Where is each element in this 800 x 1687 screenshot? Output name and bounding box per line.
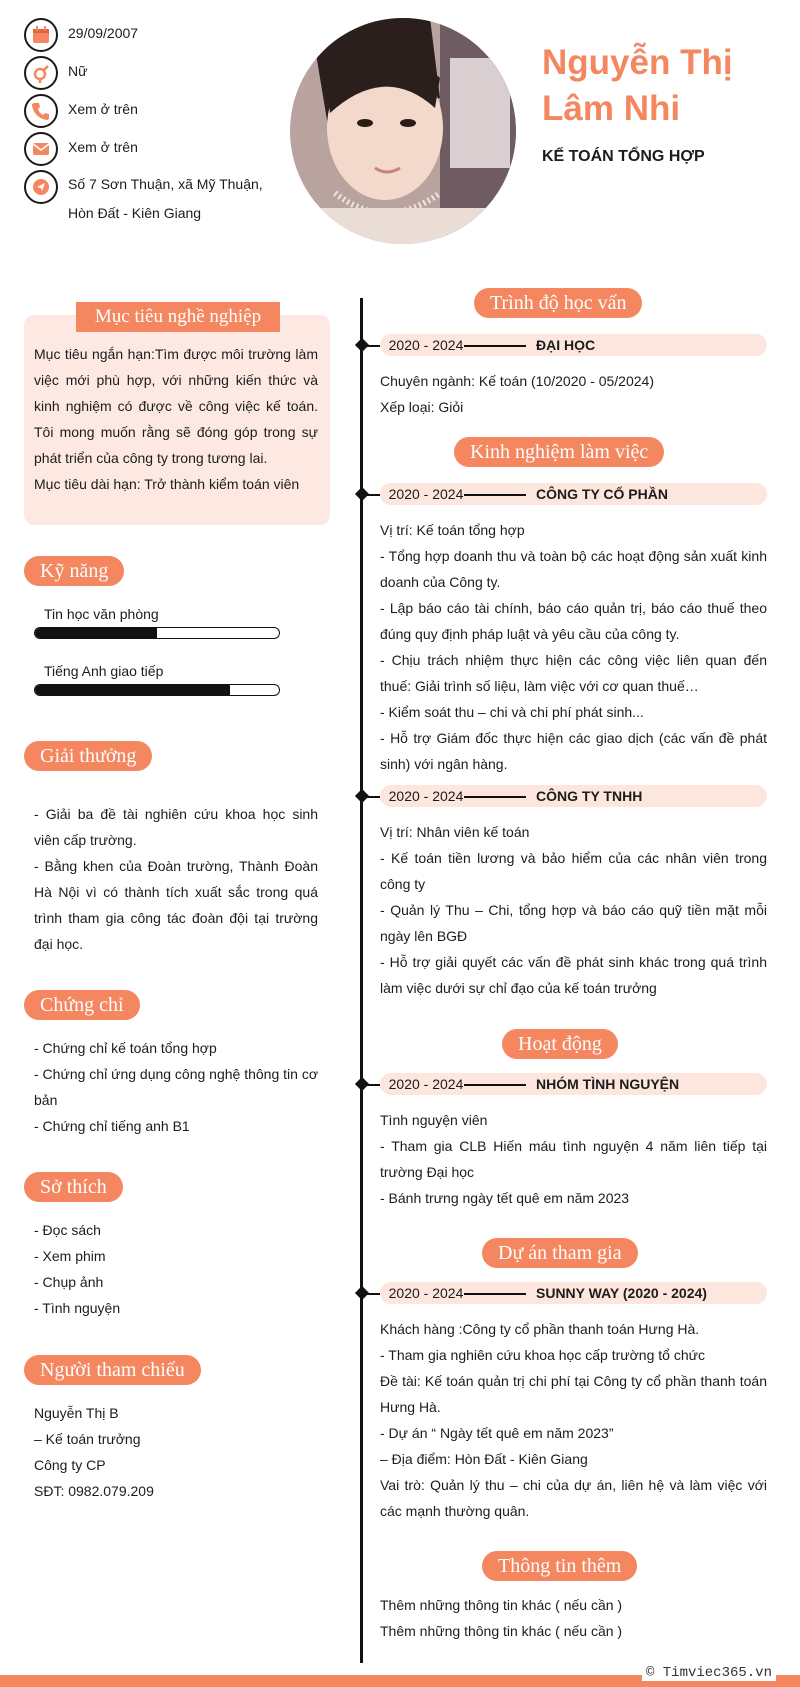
timeline-connector <box>362 1084 380 1086</box>
job-title: KẾ TOÁN TỔNG HỢP <box>542 148 705 165</box>
project-line: Khách hàng :Công ty cổ phần thanh toán Hưng Hà. <box>380 1321 700 1337</box>
entry-connector <box>464 1084 526 1086</box>
project-line: – Địa điểm: Hòn Đất - Kiên Giang <box>380 1451 588 1467</box>
contact-phone <box>24 94 264 128</box>
watermark: © Timviec365.vn <box>642 1665 776 1681</box>
location-icon <box>24 170 58 204</box>
entry-date: 2020 - 2024 <box>388 337 464 353</box>
skill-bar <box>34 684 280 696</box>
job-line: - Chịu trách nhiệm thực hiện các công việc liên quan đến thuế: Giải trình số liệu, làm việc với cơ quan thuế… <box>380 652 767 694</box>
skill-name: Tiếng Anh giao tiếp <box>44 663 164 679</box>
career-goal-heading: Mục tiêu nghề nghiệp <box>76 302 280 332</box>
job-line: - Quản lý Thu – Chi, tổng hợp và báo cáo quỹ tiền mặt mỗi ngày lên BGĐ <box>380 902 767 944</box>
entry-date: 2020 - 2024 <box>388 1285 464 1301</box>
skills-heading: Kỹ năng <box>24 556 124 586</box>
contact-address <box>24 170 284 228</box>
project-line: Đề tài: Kế toán quản trị chi phí tại Công ty cổ phần thanh toán Hưng Hà. <box>380 1373 767 1415</box>
email-icon <box>24 132 58 166</box>
entry-date: 2020 - 2024 <box>388 1076 464 1092</box>
calendar-icon <box>24 18 58 52</box>
entry-connector <box>464 1293 526 1295</box>
job-line: - Kiểm soát thu – chi và chi phí phát sinh... <box>380 704 644 720</box>
job-line: - Hỗ trợ Giám đốc thực hiện các giao dịch (các vấn đề phát sinh) với ngân hàng. <box>380 730 767 772</box>
project-line: - Dự án “ Ngày tết quê em năm 2023” <box>380 1425 614 1441</box>
gender-text: Nữ <box>68 63 88 79</box>
education-line: Xếp loại: Giỏi <box>380 399 464 415</box>
entry-date: 2020 - 2024 <box>388 486 464 502</box>
awards-heading: Giải thưởng <box>24 741 152 771</box>
career-goal-long: Mục tiêu dài hạn: Trở thành kiểm toán viên <box>34 476 300 492</box>
reference-line: – Kế toán trưởng <box>34 1431 141 1447</box>
timeline-connector <box>362 494 380 496</box>
certificate-item: - Chứng chỉ tiếng anh B1 <box>34 1118 190 1134</box>
timeline-connector <box>362 345 380 347</box>
reference-line: SĐT: 0982.079.209 <box>34 1483 154 1499</box>
career-goal-short: Mục tiêu ngắn hạn:Tìm được môi trường làm việc mới phù hợp, với những kiến thức và kinh nghiệm có được về công việc kế toán. Tôi mong muốn rằng sẽ đóng góp trong sự phát triển của công ty trong tương lai. <box>34 346 318 466</box>
entry-org: SUNNY WAY (2020 - 2024) <box>536 1285 707 1301</box>
gender-icon <box>24 56 58 90</box>
hobbies-heading: Sở thích <box>24 1172 123 1202</box>
hobby-item: - Đọc sách <box>34 1222 101 1238</box>
certificate-item: - Chứng chỉ kế toán tổng hợp <box>34 1040 217 1056</box>
entry-connector <box>464 796 526 798</box>
timeline-line <box>360 298 363 1663</box>
entry-org: ĐẠI HỌC <box>536 337 596 353</box>
activity-line: Tình nguyện viên <box>380 1112 488 1128</box>
email-text: Xem ở trên <box>68 139 138 155</box>
contact-birthday <box>24 18 264 52</box>
extra-line: Thêm những thông tin khác ( nếu cần ) <box>380 1597 623 1613</box>
timeline-connector <box>362 1293 380 1295</box>
job-line: - Lập báo cáo tài chính, báo cáo quản trị, báo cáo thuế theo đúng quy định pháp luật và yêu cầu của công ty. <box>380 600 767 642</box>
address-line-1: Số 7 Sơn Thuận, xã Mỹ Thuận, <box>68 176 263 192</box>
birthday-text: 29/09/2007 <box>68 25 139 41</box>
award-item: - Giải ba đề tài nghiên cứu khoa học sinh viên cấp trường. <box>34 806 318 848</box>
project-line: Vai trò: Quản lý thu – chi của dự án, liên hệ và làm việc với các mạnh thường quân. <box>380 1477 767 1519</box>
job-line: - Kế toán tiền lương và bảo hiểm của các nhân viên trong công ty <box>380 850 767 892</box>
candidate-name: Nguyễn Thị Lâm Nhi <box>542 43 733 128</box>
job-line: - Tổng hợp doanh thu và toàn bộ các hoạt động sản xuất kinh doanh của Công ty. <box>380 548 767 590</box>
entry-connector <box>464 345 526 347</box>
contact-email <box>24 132 264 166</box>
certificate-item: - Chứng chỉ ứng dụng công nghệ thông tin cơ bản <box>34 1066 318 1108</box>
extra-line: Thêm những thông tin khác ( nếu cần ) <box>380 1623 623 1639</box>
education-heading: Trình độ học vấn <box>474 288 642 318</box>
hobby-item: - Xem phim <box>34 1248 106 1264</box>
entry-date: 2020 - 2024 <box>388 788 464 804</box>
reference-line: Nguyễn Thị B <box>34 1405 119 1421</box>
activity-line: - Bánh trưng ngày tết quê em năm 2023 <box>380 1190 630 1206</box>
entry-org: CÔNG TY CỔ PHẦN <box>536 486 668 502</box>
timeline-connector <box>362 796 380 798</box>
projects-heading: Dự án tham gia <box>482 1238 638 1268</box>
skill-level-fill <box>35 685 230 695</box>
certificates-heading: Chứng chỉ <box>24 990 140 1020</box>
phone-icon <box>24 94 58 128</box>
address-text <box>68 170 263 228</box>
reference-line: Công ty CP <box>34 1457 106 1473</box>
hobby-item: - Chụp ảnh <box>34 1274 104 1290</box>
profile-photo <box>290 18 516 244</box>
address-line-2: Hòn Đất - Kiên Giang <box>68 205 202 221</box>
phone-text: Xem ở trên <box>68 101 138 117</box>
entry-org: CÔNG TY TNHH <box>536 788 643 804</box>
job-line: Vị trí: Nhân viên kế toán <box>380 824 530 840</box>
references-heading: Người tham chiếu <box>24 1355 201 1385</box>
entry-connector <box>464 494 526 496</box>
entry-org: NHÓM TÌNH NGUYỆN <box>536 1076 680 1092</box>
extra-info-heading: Thông tin thêm <box>482 1551 637 1581</box>
job-line: Vị trí: Kế toán tổng hợp <box>380 522 525 538</box>
activities-heading: Hoạt động <box>502 1029 618 1059</box>
skill-name: Tin học văn phòng <box>44 606 159 622</box>
experience-heading: Kinh nghiệm làm việc <box>454 437 664 467</box>
contact-gender <box>24 56 264 90</box>
activity-line: - Tham gia CLB Hiến máu tình nguyện 4 năm liên tiếp tại trường Đại học <box>380 1138 767 1180</box>
award-item: - Bằng khen của Đoàn trường, Thành Đoàn Hà Nội vì có thành tích xuất sắc trong quá trình tham gia công tác đoàn đội tại trường đại học. <box>34 858 318 952</box>
job-line: - Hỗ trợ giải quyết các vấn đề phát sinh khác trong quá trình làm việc dưới sự chỉ đạo của kế toán trưởng <box>380 954 767 996</box>
skill-level-fill <box>35 628 157 638</box>
project-line: - Tham gia nghiên cứu khoa học cấp trường tổ chức <box>380 1347 705 1363</box>
hobby-item: - Tình nguyện <box>34 1300 121 1316</box>
education-line: Chuyên ngành: Kế toán (10/2020 - 05/2024) <box>380 373 654 389</box>
skill-bar <box>34 627 280 639</box>
